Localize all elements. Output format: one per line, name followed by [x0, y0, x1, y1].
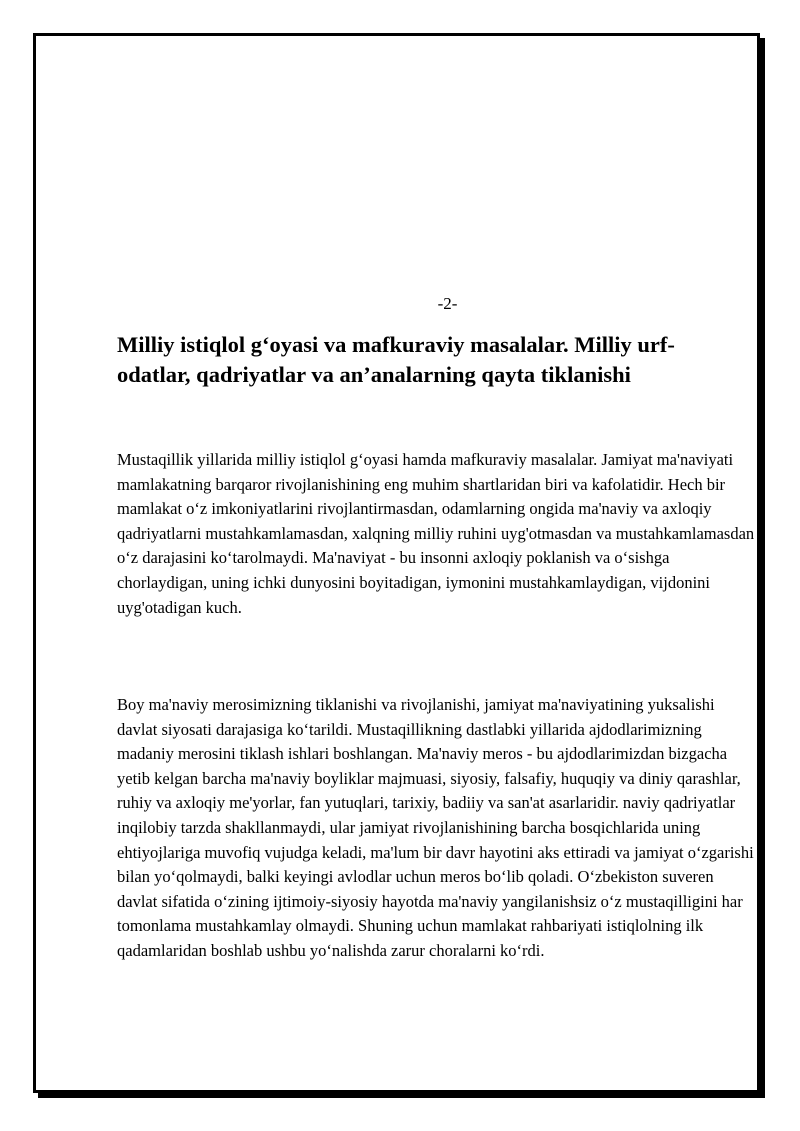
document-page — [33, 33, 760, 1093]
paragraph-2: Boy ma'naviy merosimizning tiklanishi va rivojlanishi, jamiyat ma'naviyatining yuksalishi davlat siyosati darajasiga ko‘tarildi. Mustaqillikning dastlabki yillarida ajdodlarimizning madaniy merosini tiklash ishlari boshlangan. Ma'naviy meros - bu ajdodlarimizdan bizgacha yetib kelgan barcha ma'naviy boyliklar majmuasi, siyosiy, falsafiy, huquqiy va diniy qarashlar, ruhiy va axloqiy me'yorlar, fan yutuqlari, tarixiy, badiiy va san'at asarlaridir. naviy qadriyatlar inqilobiy tarzda shakllanmaydi, ular jamiyat rivojlanishining barcha bosqichlarida uning ehtiyojlariga muvofiq vujudga keladi, ma'lum bir davr hayotini aks ettiradi va jamiyat o‘zgarishi bilan yo‘qolmaydi, balki keyingi avlodlar uchun meros bo‘lib qoladi. O‘zbekiston suveren davlat sifatida o‘zining ijtimoiy-siyosiy hayotda ma'naviy yangilanishsiz o‘z mustaqilligini har tomonlama mustahkamlay olmaydi. Shuning uchun mamlakat rahbariyati istiqlolning ilk qadamlaridan boshlab ushbu yo‘nalishda zarur choralarni ko‘rdi. — [117, 695, 754, 960]
document-title: Milliy istiqlol g‘oyasi va mafkuraviy masalalar. Milliy urf-odatlar, qadriyatlar va an’analarning qayta tiklanishi — [117, 332, 675, 387]
paragraph-1: Mustaqillik yillarida milliy istiqlol g‘oyasi hamda mafkuraviy masalalar. Jamiyat ma'naviyati mamlakatning barqaror rivojlanishining eng muhim shartlaridan biri va kafolatidir. Hech bir mamlakat o‘z imkoniyatlarini rivojlantirmasdan, odamlarning ongida ma'naviy va axloqiy qadriyatlarni mustahkamlamasdan, xalqning milliy ruhini uyg'otmasdan va mustahkamlamasdan o‘z darajasini ko‘tarolmaydi. Ma'naviyat - bu insonni axloqiy poklanish va o‘sishga chorlaydigan, uning ichki dunyosini boyitadigan, iymonini mustahkamlaydigan, vijdonini uyg'otadigan kuch. — [117, 450, 755, 617]
page-number: -2- — [437, 294, 458, 313]
